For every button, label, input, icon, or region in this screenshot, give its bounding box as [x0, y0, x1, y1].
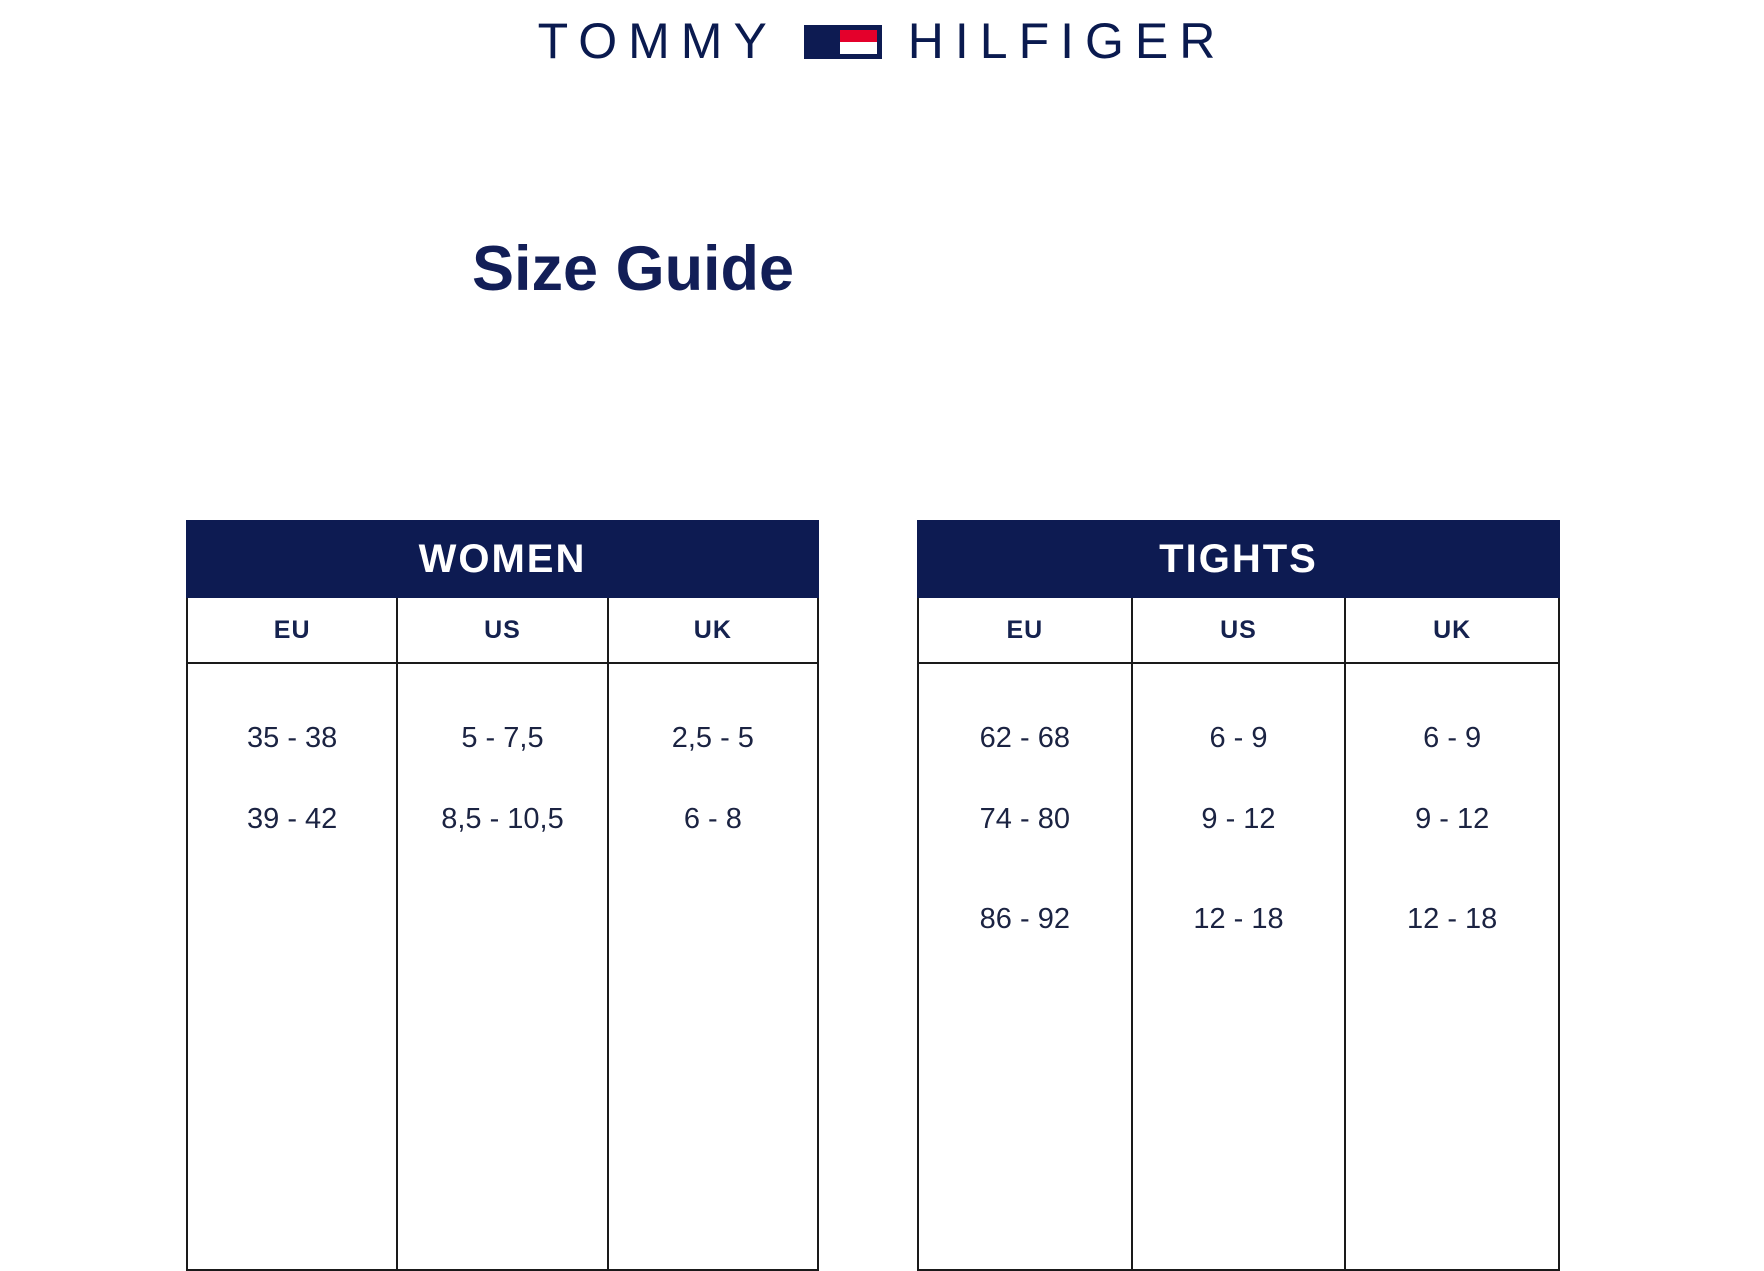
- cell-empty: [397, 1169, 607, 1270]
- title-row: [0, 234, 1764, 304]
- table-row-empty: [187, 1069, 818, 1169]
- cell-empty: [397, 1069, 607, 1169]
- cell-empty: [1345, 1169, 1559, 1270]
- column-header-eu: EU: [918, 597, 1132, 663]
- cell-empty: [608, 869, 818, 969]
- cell-empty: [1345, 1069, 1559, 1169]
- column-header-uk: UK: [608, 597, 818, 663]
- cell-empty: [918, 1169, 1132, 1270]
- cell-empty: [397, 969, 607, 1069]
- column-header-us: US: [1132, 597, 1346, 663]
- cell-uk: 6 - 8: [608, 769, 818, 869]
- table-title-row: [187, 521, 818, 597]
- table-header-row: [918, 597, 1559, 663]
- table-row-empty: [918, 1169, 1559, 1270]
- table-row-empty: [918, 969, 1559, 1069]
- table-row-empty: [918, 1069, 1559, 1169]
- cell-empty: [187, 1069, 397, 1169]
- cell-eu: 35 - 38: [187, 663, 397, 769]
- cell-us: 8,5 - 10,5: [397, 769, 607, 869]
- cell-us: 9 - 12: [1132, 769, 1346, 869]
- table-header-row: [187, 597, 818, 663]
- cell-empty: [187, 869, 397, 969]
- cell-empty: [187, 969, 397, 1069]
- cell-empty: [397, 869, 607, 969]
- page-title: Size Guide: [472, 234, 795, 304]
- table-row-empty: [187, 969, 818, 1069]
- cell-empty: [1132, 1069, 1346, 1169]
- table-title-tights: TIGHTS: [918, 521, 1559, 597]
- table-row: [918, 663, 1559, 769]
- table-title-women: WOMEN: [187, 521, 818, 597]
- cell-uk: 2,5 - 5: [608, 663, 818, 769]
- column-header-us: US: [397, 597, 607, 663]
- tommy-flag-icon: [804, 25, 882, 59]
- table-title-row: [918, 521, 1559, 597]
- size-table-tights: [917, 520, 1560, 1271]
- cell-eu: 39 - 42: [187, 769, 397, 869]
- table-row: [918, 769, 1559, 869]
- table-row-empty: [187, 869, 818, 969]
- cell-empty: [187, 1169, 397, 1270]
- cell-us: 6 - 9: [1132, 663, 1346, 769]
- column-header-eu: EU: [187, 597, 397, 663]
- cell-empty: [1132, 969, 1346, 1069]
- cell-us: 5 - 7,5: [397, 663, 607, 769]
- cell-empty: [918, 1069, 1132, 1169]
- size-tables-container: [0, 520, 1764, 1271]
- cell-eu: 86 - 92: [918, 869, 1132, 969]
- cell-uk: 6 - 9: [1345, 663, 1559, 769]
- table-row-empty: [187, 1169, 818, 1270]
- size-table-women: [186, 520, 819, 1271]
- cell-empty: [608, 1169, 818, 1270]
- column-header-uk: UK: [1345, 597, 1559, 663]
- cell-eu: 74 - 80: [918, 769, 1132, 869]
- cell-empty: [1132, 1169, 1346, 1270]
- brand-wordmark-left: TOMMY: [537, 13, 778, 69]
- brand-header: [0, 0, 1764, 72]
- cell-uk: 12 - 18: [1345, 869, 1559, 969]
- cell-eu: 62 - 68: [918, 663, 1132, 769]
- cell-empty: [1345, 969, 1559, 1069]
- table-row: [187, 663, 818, 769]
- table-row: [187, 769, 818, 869]
- cell-us: 12 - 18: [1132, 869, 1346, 969]
- cell-uk: 9 - 12: [1345, 769, 1559, 869]
- cell-empty: [918, 969, 1132, 1069]
- cell-empty: [608, 969, 818, 1069]
- table-row: [918, 869, 1559, 969]
- brand-wordmark-right: HILFIGER: [907, 13, 1227, 69]
- cell-empty: [608, 1069, 818, 1169]
